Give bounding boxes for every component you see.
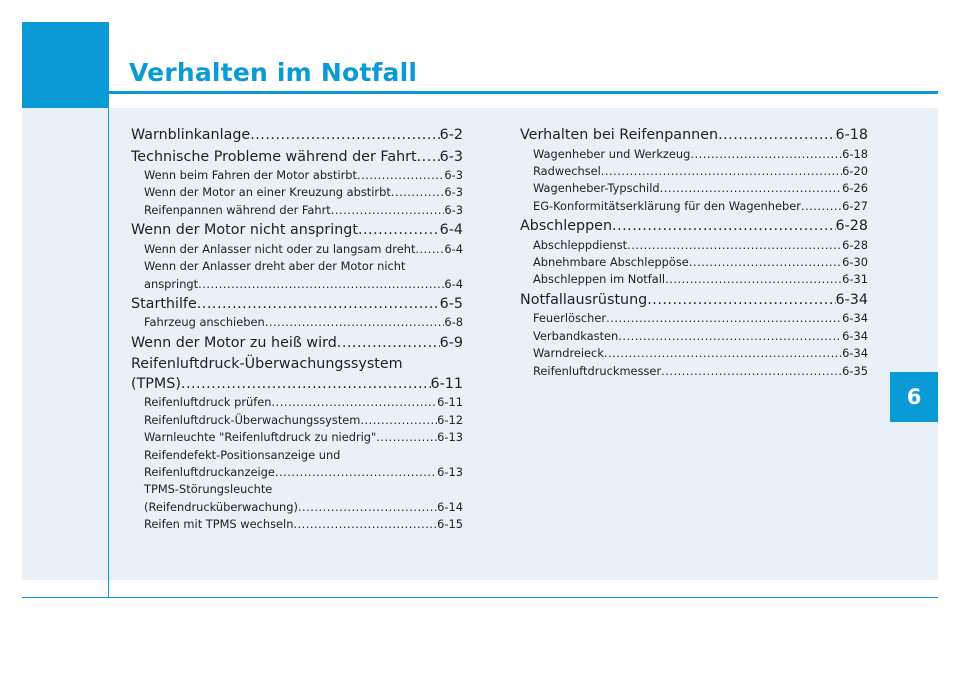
toc-page-number: 6-13 [437,430,463,445]
toc-entry[interactable] [131,334,463,354]
toc-entry[interactable] [520,217,868,237]
toc-leader-dots [801,198,842,215]
toc-page-number: 6-4 [444,241,463,256]
toc-entry[interactable] [520,163,868,180]
toc-page-number: 6-5 [439,295,463,312]
toc-leader-dots [618,328,842,345]
toc-entry[interactable] [520,363,868,380]
toc-page-number: 6-9 [439,334,463,351]
toc-entry-label: Warnblinkanlage [131,127,251,143]
toc-leader-dots [331,202,445,219]
toc-leader-dots [181,375,431,395]
toc-leader-dots [417,148,440,168]
toc-entry-label: Wagenheber und Werkzeug [533,146,691,161]
toc-leader-dots [376,429,437,446]
toc-leader-dots [690,146,842,163]
toc-entry[interactable] [131,429,463,446]
toc-entry-label: Reifenluftdruck prüfen [144,395,272,410]
toc-entry-label: EG-Konformitätserklärung für den Wagenheber [533,198,801,213]
toc-entry[interactable] [520,345,868,362]
toc-page-number: 6-8 [444,315,463,330]
toc-entry-label: anspringt [144,276,199,291]
toc-right-column [520,126,868,380]
toc-entry[interactable] [520,146,868,163]
toc-entry[interactable] [131,167,463,184]
toc-page-number: 6-34 [842,328,868,343]
toc-leader-dots [612,217,836,237]
toc-page-number: 6-3 [439,148,463,165]
toc-entry[interactable] [131,375,463,395]
toc-entry-label: Reifenluftdruck-Überwachungssystem [144,412,361,427]
toc-leader-dots [689,254,842,271]
toc-entry[interactable] [131,295,463,315]
toc-entry-line[interactable]: Reifenluftdruck-Überwachungssystem [131,356,403,373]
toc-page-number: 6-35 [842,363,868,378]
toc-leader-dots [647,291,835,311]
toc-entry-label: Abnehmbare Abschleppöse [533,255,689,270]
toc-leader-dots [360,412,437,429]
toc-leader-dots [665,271,842,288]
toc-page-number: 6-28 [835,218,868,235]
toc-entry[interactable] [520,126,868,146]
toc-page-number: 6-18 [835,127,868,143]
toc-leader-dots [198,276,444,293]
toc-entry-label: Wenn der Motor zu heiß wird [131,334,337,351]
toc-leader-dots [660,180,843,197]
toc-leader-dots [601,163,842,180]
toc-entry-label: Technische Probleme während der Fahrt [131,148,417,165]
toc-page-number: 6-4 [439,222,463,239]
toc-entry-label: Warndreieck [533,346,604,361]
toc-page-number: 6-18 [842,146,868,161]
bottom-rule [22,597,938,598]
toc-entry[interactable] [131,148,463,168]
toc-entry-label: Fahrzeug anschieben [144,315,265,330]
toc-page-number: 6-27 [842,198,868,213]
toc-entry[interactable] [520,291,868,311]
title-underline [109,91,938,94]
toc-entry-label: Abschleppen im Notfall [533,272,666,287]
toc-entry[interactable] [520,237,868,254]
toc-entry[interactable] [131,276,463,293]
toc-entry[interactable] [131,394,463,411]
toc-entry[interactable] [131,221,463,241]
toc-entry[interactable] [520,198,868,215]
margin-rule [108,108,109,598]
toc-entry[interactable] [131,241,463,258]
chapter-color-block [22,22,109,108]
toc-page-number: 6-11 [430,375,463,392]
toc-leader-dots [250,126,439,146]
toc-page-number: 6-28 [842,237,868,252]
toc-page-number: 6-3 [444,185,463,200]
toc-entry[interactable] [131,499,463,516]
toc-entry-label: (TPMS) [131,375,181,392]
toc-entry-label: Wenn beim Fahren der Motor abstirbt [144,168,357,182]
toc-entry-label: Wenn der Motor an einer Kreuzung abstirbt [144,185,391,200]
toc-page-number: 6-3 [444,202,463,217]
toc-page-number: 6-34 [842,311,868,326]
toc-entry-line[interactable]: Reifendefekt-Positionsanzeige und [144,447,341,462]
toc-leader-dots [415,241,444,258]
chapter-tab[interactable]: 6 [890,372,938,422]
toc-entry-label: Reifenluftdruckanzeige [144,464,275,479]
toc-entry[interactable] [131,516,463,533]
toc-entry-label: Reifenluftdruckmesser [533,363,662,378]
toc-leader-dots [197,295,440,315]
toc-leader-dots [391,184,445,201]
toc-leader-dots [606,310,842,327]
toc-entry-label: Abschleppdienst [533,237,628,252]
toc-entry[interactable] [131,126,463,146]
toc-entry-label: Feuerlöscher [533,311,607,326]
toc-leader-dots [337,334,440,354]
toc-entry-label: Verhalten bei Reifenpannen [520,127,719,143]
toc-page-number: 6-4 [444,276,463,291]
toc-page-number: 6-15 [437,517,463,532]
page-title: Verhalten im Notfall [129,58,418,87]
toc-leader-dots [627,237,842,254]
toc-page-number: 6-3 [444,168,463,182]
toc-entry[interactable] [520,310,868,327]
toc-entry[interactable] [131,464,463,481]
toc-entry-label: Reifen mit TPMS wechseln [144,517,294,532]
toc-entry-label: Wenn der Motor nicht anspringt [131,222,358,239]
toc-entry[interactable] [520,180,868,197]
toc-page-number: 6-11 [437,395,463,410]
toc-entry-line[interactable]: TPMS-Störungsleuchte [144,482,273,497]
toc-page-number: 6-13 [437,464,463,479]
toc-entry[interactable] [131,412,463,429]
toc-entry[interactable] [520,271,868,288]
toc-page-number: 6-30 [842,255,868,270]
toc-leader-dots [293,516,437,533]
toc-leader-dots [358,221,440,241]
toc-leader-dots [604,345,842,362]
toc-page-number: 6-34 [835,291,868,308]
toc-leader-dots [298,499,437,516]
toc-entry-label: (Reifendrucküberwachung) [144,499,298,514]
toc-entry[interactable] [520,254,868,271]
toc-page-number: 6-14 [437,499,463,514]
toc-entry-label: Wenn der Anlasser nicht oder zu langsam dreht [144,241,416,256]
toc-page-number: 6-34 [842,346,868,361]
toc-left-column [131,126,463,534]
toc-page-number: 6-2 [439,127,463,143]
toc-entry-label: Radwechsel [533,163,601,178]
toc-page-number: 6-20 [842,163,868,178]
toc-entry-label: Verbandkasten [533,328,619,343]
toc-page-number: 6-12 [437,412,463,427]
toc-entry[interactable] [131,202,463,219]
toc-entry[interactable] [131,184,463,201]
toc-entry[interactable] [520,328,868,345]
toc-leader-dots [661,363,842,380]
toc-entry-label: Wagenheber-Typschild [533,181,660,196]
toc-leader-dots [265,314,445,331]
toc-entry[interactable] [131,314,463,331]
toc-leader-dots [357,167,444,184]
toc-entry-label: Notfallausrüstung [520,291,648,308]
toc-entry-label: Reifenpannen während der Fahrt [144,202,331,217]
toc-leader-dots [718,126,835,146]
toc-entry-label: Starthilfe [131,295,197,312]
toc-page-number: 6-26 [842,181,868,196]
toc-leader-dots [275,464,437,481]
toc-leader-dots [271,394,437,411]
toc-page-number: 6-31 [842,272,868,287]
toc-entry-line[interactable]: Wenn der Anlasser dreht aber der Motor nicht [144,259,406,274]
toc-entry-label: Abschleppen [520,218,613,235]
toc-entry-label: Warnleuchte "Reifenluftdruck zu niedrig" [144,430,377,445]
